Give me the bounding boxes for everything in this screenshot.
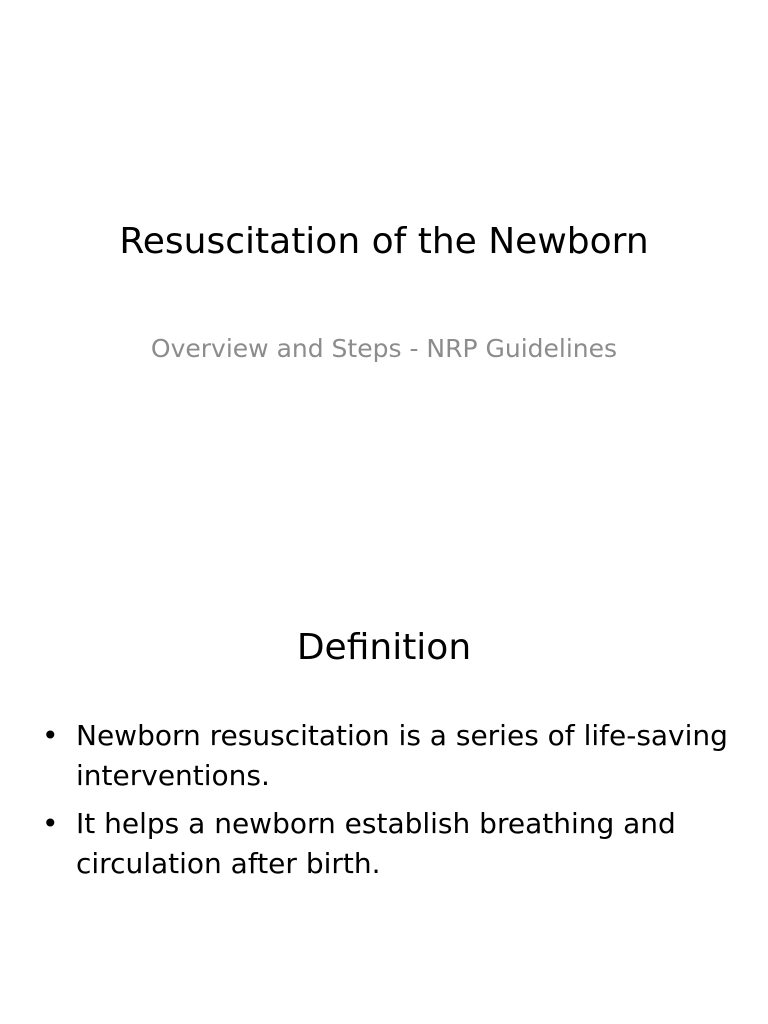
bullet-item: [38, 804, 738, 884]
slide-title: Resuscitation of the Newborn: [119, 221, 649, 262]
bullet-item: [38, 716, 738, 796]
definition-slide: [0, 512, 768, 1024]
bullet-icon: •: [42, 807, 59, 840]
bullet-list: [38, 716, 738, 892]
slide-subtitle: Overview and Steps - NRP Guidelines: [150, 334, 618, 363]
bullet-text: Newborn resuscitation is a series of life-saving interventions.: [76, 719, 728, 792]
bullet-icon: •: [42, 719, 59, 752]
bullet-text: It helps a newborn establish breathing and circulation after birth.: [76, 807, 676, 880]
slide-title: Definition: [296, 627, 472, 668]
